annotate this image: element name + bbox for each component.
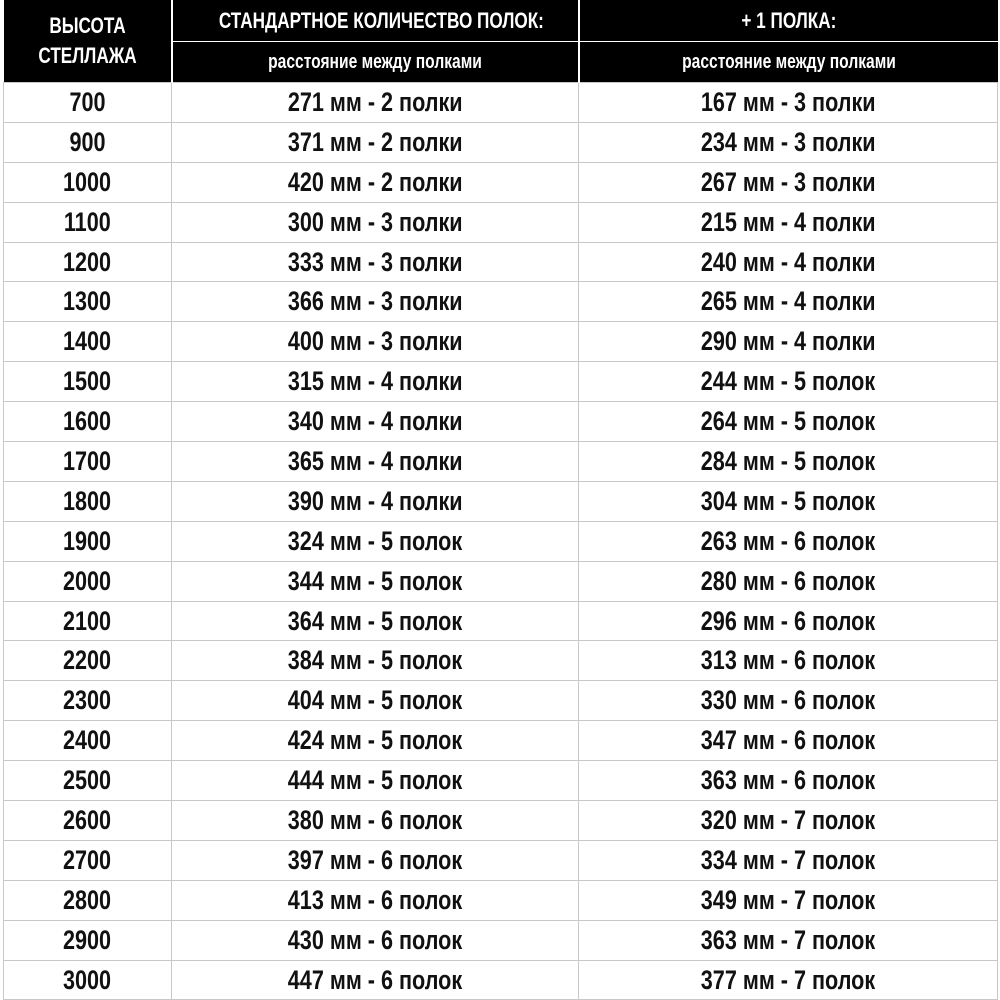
cell-plus-one-spacing-text: 349 мм - 7 полок (700, 884, 876, 915)
header-standard-title-text: СТАНДАРТНОЕ КОЛИЧЕСТВО ПОЛОК: (218, 7, 544, 33)
cell-standard-spacing-text: 364 мм - 5 полок (287, 605, 463, 636)
cell-standard-spacing (172, 920, 579, 960)
cell-standard-spacing (172, 561, 579, 601)
table-row (4, 681, 998, 721)
cell-standard-spacing-text: 444 мм - 5 полок (287, 765, 463, 796)
cell-rack-height (4, 162, 172, 202)
cell-rack-height-text: 3000 (63, 964, 112, 995)
cell-plus-one-spacing (579, 960, 998, 1000)
cell-rack-height (4, 641, 172, 681)
table-row (4, 481, 998, 521)
cell-standard-spacing-text: 447 мм - 6 полок (287, 964, 463, 995)
table-row (4, 960, 998, 1000)
cell-standard-spacing-text: 324 мм - 5 полок (287, 525, 463, 556)
cell-rack-height-text: 2800 (63, 884, 112, 915)
cell-rack-height-text: 1900 (63, 525, 112, 556)
cell-plus-one-spacing (579, 681, 998, 721)
cell-plus-one-spacing-text: 363 мм - 7 полок (700, 924, 876, 955)
cell-standard-spacing-text: 344 мм - 5 полок (287, 565, 463, 596)
cell-standard-spacing (172, 721, 579, 761)
cell-standard-spacing-text: 365 мм - 4 полки (287, 445, 463, 476)
cell-rack-height-text: 1500 (63, 366, 112, 397)
cell-plus-one-spacing (579, 920, 998, 960)
cell-rack-height (4, 481, 172, 521)
table-row (4, 721, 998, 761)
cell-rack-height (4, 322, 172, 362)
header-plus-one-title (579, 0, 998, 42)
cell-plus-one-spacing-text: 267 мм - 3 полки (700, 166, 876, 197)
cell-standard-spacing-text: 404 мм - 5 полок (287, 685, 463, 716)
table-row (4, 442, 998, 482)
table-row (4, 322, 998, 362)
cell-rack-height-text: 1200 (63, 246, 112, 277)
cell-standard-spacing (172, 801, 579, 841)
cell-plus-one-spacing-text: 265 мм - 4 полки (700, 286, 876, 317)
cell-plus-one-spacing (579, 282, 998, 322)
cell-standard-spacing-text: 333 мм - 3 полки (287, 246, 463, 277)
cell-rack-height (4, 521, 172, 561)
cell-plus-one-spacing-text: 167 мм - 3 полки (700, 86, 876, 117)
cell-plus-one-spacing-text: 234 мм - 3 полки (700, 126, 876, 157)
cell-rack-height (4, 601, 172, 641)
cell-plus-one-spacing-text: 334 мм - 7 полок (700, 844, 876, 875)
cell-rack-height (4, 362, 172, 402)
cell-rack-height (4, 840, 172, 880)
cell-standard-spacing (172, 362, 579, 402)
table-row (4, 521, 998, 561)
cell-plus-one-spacing-text: 320 мм - 7 полок (700, 804, 876, 835)
cell-standard-spacing (172, 242, 579, 282)
cell-rack-height (4, 561, 172, 601)
cell-rack-height (4, 761, 172, 801)
cell-rack-height-text: 2600 (63, 804, 112, 835)
cell-plus-one-spacing-text: 284 мм - 5 полок (700, 445, 876, 476)
cell-rack-height (4, 801, 172, 841)
cell-rack-height-text: 2300 (63, 685, 112, 716)
cell-plus-one-spacing-text: 363 мм - 6 полок (700, 765, 876, 796)
cell-rack-height-text: 2100 (63, 605, 112, 636)
cell-rack-height-text: 1700 (63, 445, 112, 476)
cell-plus-one-spacing-text: 240 мм - 4 полки (700, 246, 876, 277)
cell-plus-one-spacing (579, 322, 998, 362)
cell-standard-spacing-text: 397 мм - 6 полок (287, 844, 463, 875)
cell-rack-height (4, 242, 172, 282)
cell-standard-spacing (172, 601, 579, 641)
cell-standard-spacing (172, 162, 579, 202)
cell-plus-one-spacing (579, 122, 998, 162)
cell-standard-spacing-text: 430 мм - 6 полок (287, 924, 463, 955)
cell-plus-one-spacing-text: 215 мм - 4 полки (700, 206, 876, 237)
cell-rack-height-text: 1100 (64, 206, 111, 237)
cell-standard-spacing-text: 315 мм - 4 полки (287, 366, 463, 397)
cell-plus-one-spacing (579, 162, 998, 202)
cell-standard-spacing (172, 442, 579, 482)
cell-plus-one-spacing (579, 801, 998, 841)
cell-plus-one-spacing-text: 296 мм - 6 полок (700, 605, 876, 636)
cell-rack-height (4, 681, 172, 721)
cell-rack-height (4, 721, 172, 761)
table-row (4, 561, 998, 601)
table-row (4, 920, 998, 960)
cell-rack-height (4, 920, 172, 960)
table-row (4, 801, 998, 841)
cell-rack-height (4, 960, 172, 1000)
cell-plus-one-spacing (579, 761, 998, 801)
cell-standard-spacing (172, 960, 579, 1000)
cell-rack-height-text: 900 (69, 126, 106, 157)
cell-rack-height-text: 2500 (63, 765, 112, 796)
cell-plus-one-spacing (579, 362, 998, 402)
header-standard-title (172, 0, 579, 42)
cell-rack-height-text: 1000 (63, 166, 112, 197)
cell-plus-one-spacing (579, 481, 998, 521)
cell-plus-one-spacing (579, 721, 998, 761)
cell-standard-spacing-text: 400 мм - 3 полки (287, 326, 463, 357)
cell-plus-one-spacing (579, 402, 998, 442)
table-row (4, 162, 998, 202)
cell-rack-height-text: 700 (69, 86, 106, 117)
cell-rack-height (4, 122, 172, 162)
cell-standard-spacing-text: 384 мм - 5 полок (287, 645, 463, 676)
header-row-top (4, 0, 998, 42)
header-plus-one-subtitle (579, 42, 998, 83)
cell-standard-spacing (172, 202, 579, 242)
cell-standard-spacing (172, 681, 579, 721)
table-row (4, 761, 998, 801)
header-plus-one-title-text: + 1 ПОЛКА: (741, 7, 836, 33)
cell-standard-spacing-text: 340 мм - 4 полки (287, 406, 463, 437)
cell-plus-one-spacing-text: 264 мм - 5 полок (700, 406, 876, 437)
cell-plus-one-spacing-text: 244 мм - 5 полок (700, 366, 876, 397)
header-plus-one-subtitle-text: расстояние между полками (681, 50, 896, 73)
cell-standard-spacing-text: 420 мм - 2 полки (287, 166, 463, 197)
table-header (4, 0, 998, 83)
cell-standard-spacing-text: 371 мм - 2 полки (287, 126, 463, 157)
cell-rack-height-text: 1300 (63, 286, 112, 317)
cell-plus-one-spacing-text: 263 мм - 6 полок (700, 525, 876, 556)
cell-rack-height (4, 83, 172, 123)
cell-plus-one-spacing (579, 242, 998, 282)
table-row (4, 282, 998, 322)
table-row (4, 242, 998, 282)
cell-plus-one-spacing-text: 313 мм - 6 полок (700, 645, 876, 676)
header-rack-height-line2: СТЕЛЛАЖА (37, 43, 137, 68)
cell-standard-spacing (172, 840, 579, 880)
cell-standard-spacing-text: 380 мм - 6 полок (287, 804, 463, 835)
cell-standard-spacing-text: 390 мм - 4 полки (287, 485, 463, 516)
cell-plus-one-spacing-text: 304 мм - 5 полок (700, 485, 876, 516)
cell-plus-one-spacing-text: 330 мм - 6 полок (700, 685, 876, 716)
table-body (4, 83, 998, 1000)
cell-plus-one-spacing (579, 83, 998, 123)
cell-plus-one-spacing-text: 347 мм - 6 полок (700, 725, 876, 756)
cell-standard-spacing (172, 282, 579, 322)
table-row (4, 402, 998, 442)
cell-rack-height (4, 282, 172, 322)
cell-plus-one-spacing-text: 280 мм - 6 полок (700, 565, 876, 596)
cell-standard-spacing (172, 122, 579, 162)
cell-standard-spacing-text: 366 мм - 3 полки (287, 286, 463, 317)
cell-standard-spacing-text: 413 мм - 6 полок (287, 884, 463, 915)
table-row (4, 601, 998, 641)
cell-rack-height-text: 1400 (63, 326, 112, 357)
cell-standard-spacing (172, 880, 579, 920)
cell-rack-height (4, 880, 172, 920)
cell-standard-spacing-text: 300 мм - 3 полки (287, 206, 463, 237)
cell-standard-spacing (172, 641, 579, 681)
table-row (4, 840, 998, 880)
cell-standard-spacing (172, 322, 579, 362)
table-row (4, 122, 998, 162)
cell-rack-height (4, 202, 172, 242)
cell-rack-height-text: 2900 (63, 924, 112, 955)
cell-plus-one-spacing (579, 521, 998, 561)
table-row (4, 880, 998, 920)
cell-standard-spacing (172, 83, 579, 123)
cell-rack-height (4, 442, 172, 482)
table-row (4, 202, 998, 242)
table-row (4, 362, 998, 402)
cell-standard-spacing (172, 481, 579, 521)
cell-plus-one-spacing (579, 561, 998, 601)
cell-plus-one-spacing (579, 202, 998, 242)
cell-rack-height-text: 2200 (63, 645, 112, 676)
table-row (4, 83, 998, 123)
cell-rack-height-text: 1600 (63, 406, 112, 437)
table-row (4, 641, 998, 681)
cell-standard-spacing (172, 402, 579, 442)
header-standard-subtitle (172, 42, 579, 83)
cell-plus-one-spacing (579, 442, 998, 482)
cell-standard-spacing-text: 424 мм - 5 полок (287, 725, 463, 756)
cell-plus-one-spacing-text: 290 мм - 4 полки (700, 326, 876, 357)
cell-rack-height-text: 2400 (63, 725, 112, 756)
cell-plus-one-spacing (579, 601, 998, 641)
header-rack-height-line1: ВЫСОТА (48, 13, 126, 38)
cell-rack-height-text: 2700 (63, 844, 112, 875)
cell-standard-spacing-text: 271 мм - 2 полки (287, 86, 463, 117)
cell-rack-height-text: 1800 (63, 485, 112, 516)
cell-plus-one-spacing (579, 880, 998, 920)
cell-rack-height-text: 2000 (63, 565, 112, 596)
cell-standard-spacing (172, 521, 579, 561)
cell-standard-spacing (172, 761, 579, 801)
cell-rack-height (4, 402, 172, 442)
cell-plus-one-spacing-text: 377 мм - 7 полок (700, 964, 876, 995)
cell-plus-one-spacing (579, 840, 998, 880)
header-standard-subtitle-text: расстояние между полками (268, 50, 482, 73)
cell-plus-one-spacing (579, 641, 998, 681)
shelf-spacing-table (3, 0, 998, 1000)
header-rack-height (4, 0, 172, 83)
